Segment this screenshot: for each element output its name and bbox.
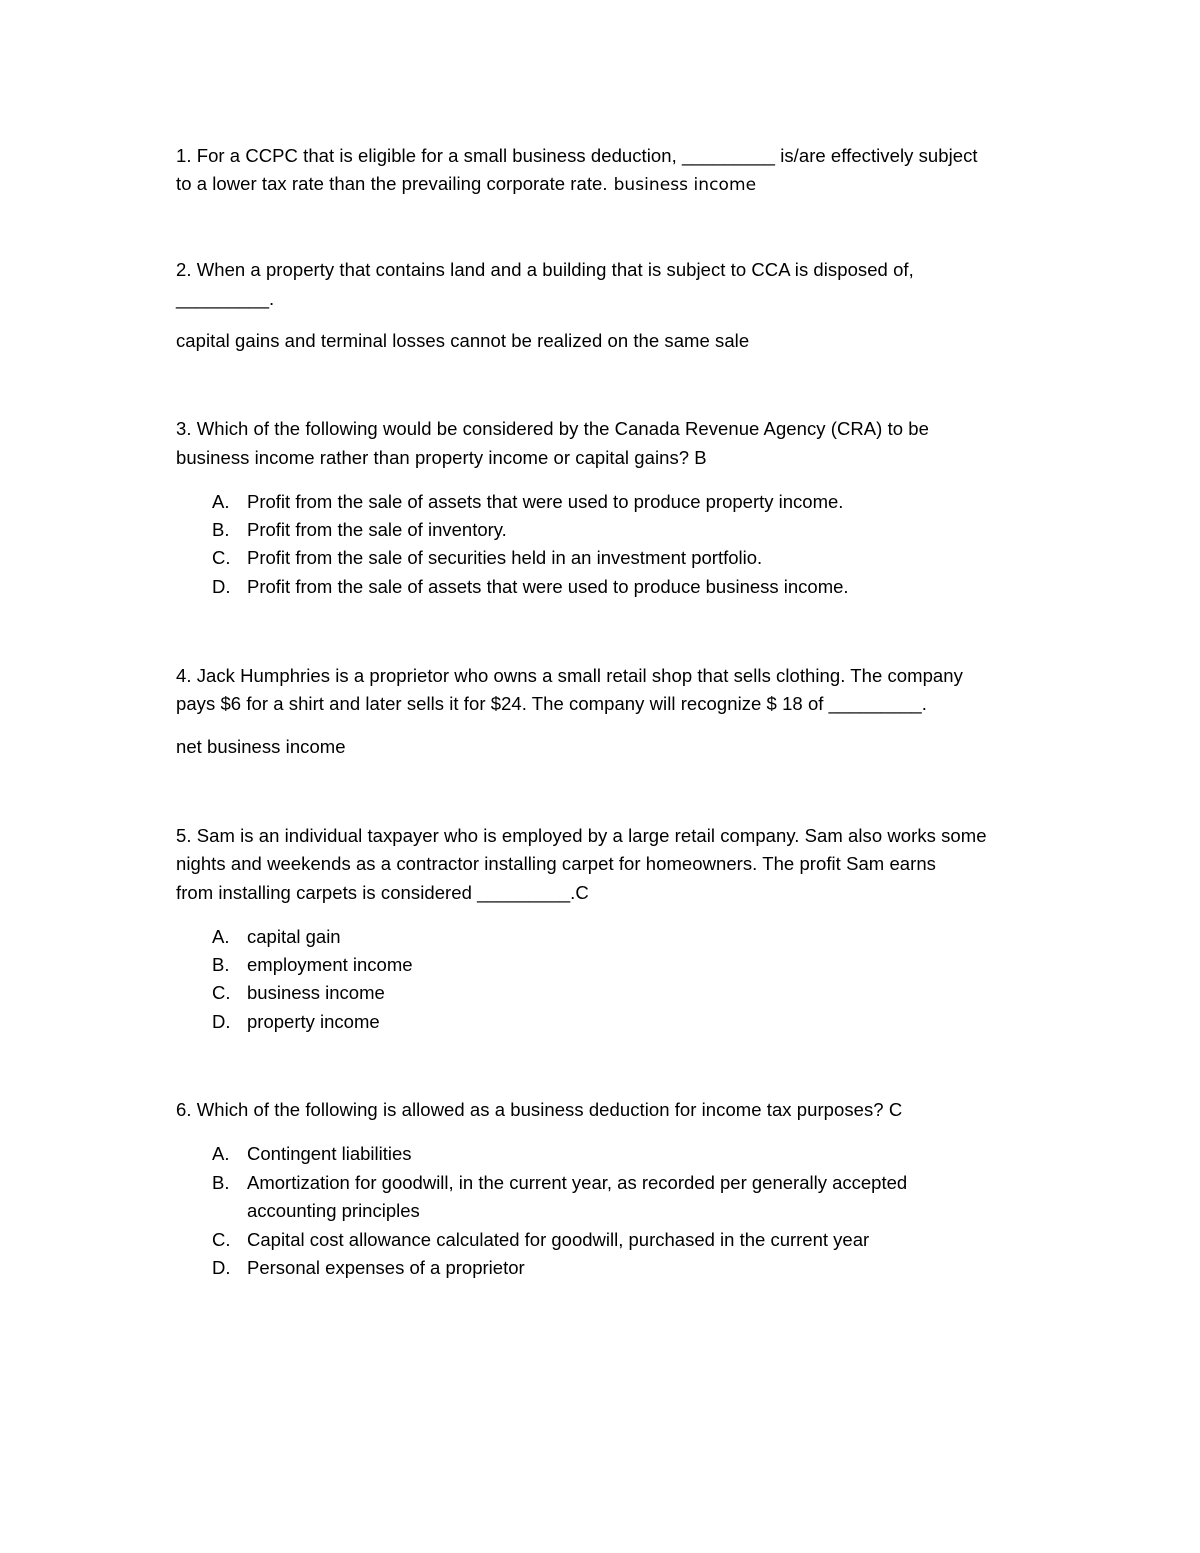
question-3-line-2: business income rather than property income or capital gains? B bbox=[176, 447, 707, 468]
question-4-answer: net business income bbox=[176, 736, 346, 757]
option-text: business income bbox=[247, 982, 385, 1003]
option-text: Profit from the sale of assets that were used to produce property income. bbox=[247, 491, 844, 512]
question-5-option-b bbox=[0, 953, 1200, 977]
question-5-option-c bbox=[0, 981, 1200, 1005]
option-letter: D. bbox=[212, 576, 231, 597]
question-3-option-d bbox=[0, 575, 1200, 599]
question-2-line-1: 2. When a property that contains land and a building that is subject to CCA is disposed of, bbox=[176, 259, 914, 280]
question-1-line-2-text: to a lower tax rate than the prevailing corporate rate. bbox=[176, 173, 608, 194]
option-text: Contingent liabilities bbox=[247, 1143, 412, 1164]
option-letter: D. bbox=[212, 1257, 231, 1278]
option-text: Personal expenses of a proprietor bbox=[247, 1257, 525, 1278]
option-letter: A. bbox=[212, 491, 230, 512]
option-text: Profit from the sale of inventory. bbox=[247, 519, 507, 540]
option-text: Profit from the sale of securities held in an investment portfolio. bbox=[247, 547, 763, 568]
option-letter: B. bbox=[212, 954, 230, 975]
question-2-answer: capital gains and terminal losses cannot be realized on the same sale bbox=[176, 330, 750, 351]
question-5-option-d bbox=[0, 1010, 1200, 1034]
question-2-line-2: _________. bbox=[176, 288, 275, 309]
option-text: property income bbox=[247, 1011, 380, 1032]
question-3-line-1: 3. Which of the following would be considered by the Canada Revenue Agency (CRA) to be bbox=[176, 418, 929, 439]
question-6-option-a bbox=[0, 1142, 1200, 1166]
question-1-line-1: 1. For a CCPC that is eligible for a small business deduction, _________ is/are effectively subject bbox=[176, 145, 978, 166]
option-text: Amortization for goodwill, in the current year, as recorded per generally accepted bbox=[247, 1172, 908, 1193]
question-5-line-2: nights and weekends as a contractor installing carpet for homeowners. The profit Sam earns bbox=[176, 853, 936, 874]
question-4-line-2: pays $6 for a shirt and later sells it for $24. The company will recognize $ 18 of _________. bbox=[176, 693, 927, 714]
question-5-line-1: 5. Sam is an individual taxpayer who is employed by a large retail company. Sam also works some bbox=[176, 825, 987, 846]
option-letter: B. bbox=[212, 519, 230, 540]
question-3-option-a bbox=[0, 490, 1200, 514]
question-5-line-3: from installing carpets is considered _________.C bbox=[176, 882, 589, 903]
question-5-option-a bbox=[0, 925, 1200, 949]
question-6-option-b-continued bbox=[0, 1199, 1200, 1223]
option-letter: A. bbox=[212, 1143, 230, 1164]
option-letter: A. bbox=[212, 926, 230, 947]
option-letter: C. bbox=[212, 982, 231, 1003]
option-letter: D. bbox=[212, 1011, 231, 1032]
option-letter: C. bbox=[212, 547, 231, 568]
question-6-line-1: 6. Which of the following is allowed as a business deduction for income tax purposes? C bbox=[176, 1099, 903, 1120]
question-1-line-2 bbox=[176, 172, 756, 197]
option-text: capital gain bbox=[247, 926, 341, 947]
option-text: Capital cost allowance calculated for goodwill, purchased in the current year bbox=[247, 1229, 870, 1250]
option-text: employment income bbox=[247, 954, 413, 975]
question-4-line-1: 4. Jack Humphries is a proprietor who owns a small retail shop that sells clothing. The company bbox=[176, 665, 963, 686]
question-6-option-b bbox=[0, 1171, 1200, 1195]
option-text-continued: accounting principles bbox=[247, 1200, 420, 1221]
question-1-answer: business income bbox=[613, 175, 757, 195]
question-6-option-c bbox=[0, 1228, 1200, 1252]
question-3-option-b bbox=[0, 518, 1200, 542]
option-text: Profit from the sale of assets that were used to produce business income. bbox=[247, 576, 849, 597]
question-6-option-d bbox=[0, 1256, 1200, 1280]
option-letter: B. bbox=[212, 1172, 230, 1193]
option-letter: C. bbox=[212, 1229, 231, 1250]
question-3-option-c bbox=[0, 546, 1200, 570]
